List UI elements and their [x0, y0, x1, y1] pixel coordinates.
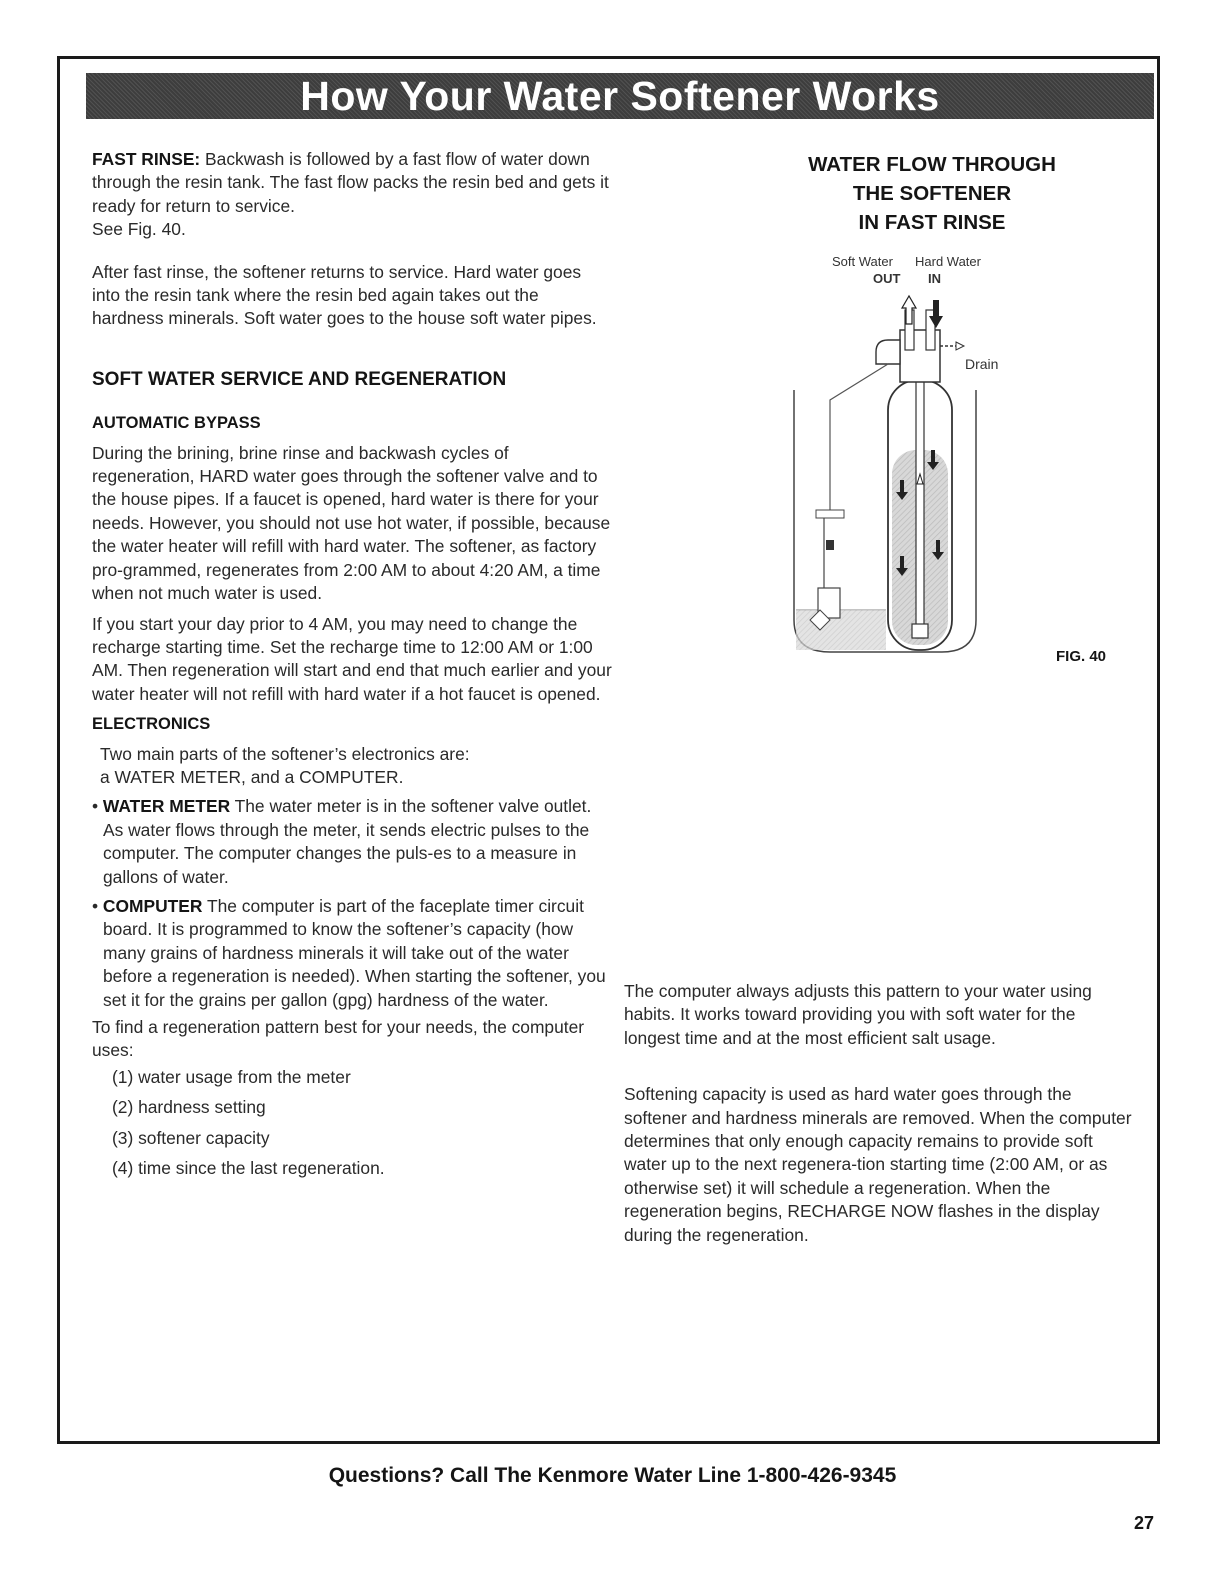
page-number: 27: [1134, 1513, 1155, 1533]
use-item-3: (3) softener capacity: [112, 1127, 270, 1148]
use-item-4: (4) time since the last regeneration.: [112, 1158, 385, 1179]
bypass-heading: AUTOMATIC BYPASS: [92, 414, 261, 433]
in-label: IN: [928, 271, 941, 286]
meter-label: WATER METER: [102, 796, 231, 817]
brine-water: [796, 610, 886, 650]
fast-rinse-see: See Fig. 40.: [92, 219, 186, 240]
page-title: How Your Water Softener Works: [300, 72, 940, 119]
use-item-1: (1) water usage from the meter: [112, 1066, 351, 1087]
meter-text: The water meter is in the softener valve outlet. As water flows through the meter, it sends electric pulses to the computer. The computer changes the puls-es to a measure in gallons of water.: [103, 796, 592, 887]
fast-rinse-label: FAST RINSE:: [92, 149, 201, 169]
figure-title-line-2: THE SOFTENER: [852, 182, 1012, 205]
bypass-paragraph-1: During the brining, brine rinse and backwash cycles of regeneration, HARD water goes through the softener valve and to the house pipes. If a faucet is opened, hard water is there for your needs. However, you should not use hot water, if possible, because the water heater will refill with hard water. The softener, as factory pro-grammed, regenerates from 2:00 AM to about 4:20 AM, a time when not much water is used.: [92, 442, 611, 604]
computer-label: COMPUTER: [102, 895, 203, 916]
bypass-paragraph-2: If you start your day prior to 4 AM, you may need to change the recharge starting time. Set the recharge time to 12:00 AM or 1:00 AM. Then regeneration will start and end that much earlier and your water heater will not refill with hard water if a hot faucet is opened.: [92, 613, 612, 704]
pattern-intro: To find a regeneration pattern best for your needs, the computer uses:: [92, 1017, 585, 1061]
figure-number: FIG. 40: [1056, 648, 1107, 665]
fast-rinse-paragraph: [92, 148, 612, 218]
section-heading: SOFT WATER SERVICE AND REGENERATION: [92, 368, 507, 390]
soft-water-label: Soft Water: [832, 254, 893, 269]
hard-water-label: Hard Water: [915, 254, 981, 269]
float: [826, 540, 834, 550]
riser-tube: [916, 370, 924, 638]
brine-line: [830, 364, 888, 510]
computer-bullet: • COMPUTER The computer is part of the faceplate timer circuit board. It is programmed to know the softener’s capacity (how many grains of hardness minerals it will take out of the water before a regeneration is needed). When starting the softener, you set it for the grains per gallon (gpg) hardness of the water.: [92, 895, 606, 1010]
bottom-distributor: [912, 624, 928, 638]
figure-title: [782, 150, 1082, 237]
figure-title-line-3: IN FAST RINSE: [858, 211, 1006, 234]
after-rinse-paragraph: After fast rinse, the softener returns to service. Hard water goes into the resin tank where the resin bed again takes out the hardness minerals. Soft water goes to the house soft water pipes.: [92, 261, 597, 329]
title-banner: [86, 73, 1154, 119]
computer-text: The computer is part of the faceplate timer circuit board. It is programmed to know the softener’s capacity (how many grains of hardness minerals it will take out of the water before a regeneration is needed). When starting the softener, you set it for the grains per gallon (gpg) hardness of the water.: [103, 895, 606, 1010]
drain-arrow: [956, 342, 964, 350]
meter-bullet: • WATER METER The water meter is in the softener valve outlet. As water flows through the meter, it sends electric pulses to the computer. The computer changes the puls-es to a measure in gallons of water.: [92, 796, 592, 887]
left-column: [92, 148, 612, 1187]
brine-well-cap: [816, 510, 844, 518]
right-column: [624, 980, 1134, 1247]
out-label: OUT: [873, 271, 901, 286]
fast-rinse-text: Backwash is followed by a fast flow of water down through the resin tank. The fast flow packs the resin bed and gets it ready for return to service.: [92, 149, 609, 216]
valve-motor: [876, 340, 900, 364]
drain-label: Drain: [965, 356, 999, 372]
footer-helpline: Questions? Call The Kenmore Water Line 1-800-426-9345: [328, 1464, 897, 1487]
right-paragraph-2: Softening capacity is used as hard water goes through the softener and hardness minerals are removed. When the computer determines that only enough capacity remains to provide soft water up to the next regenera-tion starting time (2:00 AM, or as otherwise set) it will schedule a regeneration. When the regeneration begins, RECHARGE NOW flashes in the display during the regeneration.: [624, 1084, 1132, 1245]
electronics-intro-2: a WATER METER, and a COMPUTER.: [100, 766, 404, 787]
use-item-2: (2) hardness setting: [112, 1097, 266, 1118]
right-paragraph-1: The computer always adjusts this pattern to your water using habits. It works toward providing you with soft water for the longest time and at the most efficient salt usage.: [624, 981, 1092, 1048]
softener-diagram: [780, 290, 1020, 670]
electronics-intro-1: Two main parts of the softener’s electronics are:: [100, 743, 470, 764]
electronics-heading: ELECTRONICS: [92, 715, 211, 734]
figure-title-line-1: WATER FLOW THROUGH: [808, 153, 1056, 176]
